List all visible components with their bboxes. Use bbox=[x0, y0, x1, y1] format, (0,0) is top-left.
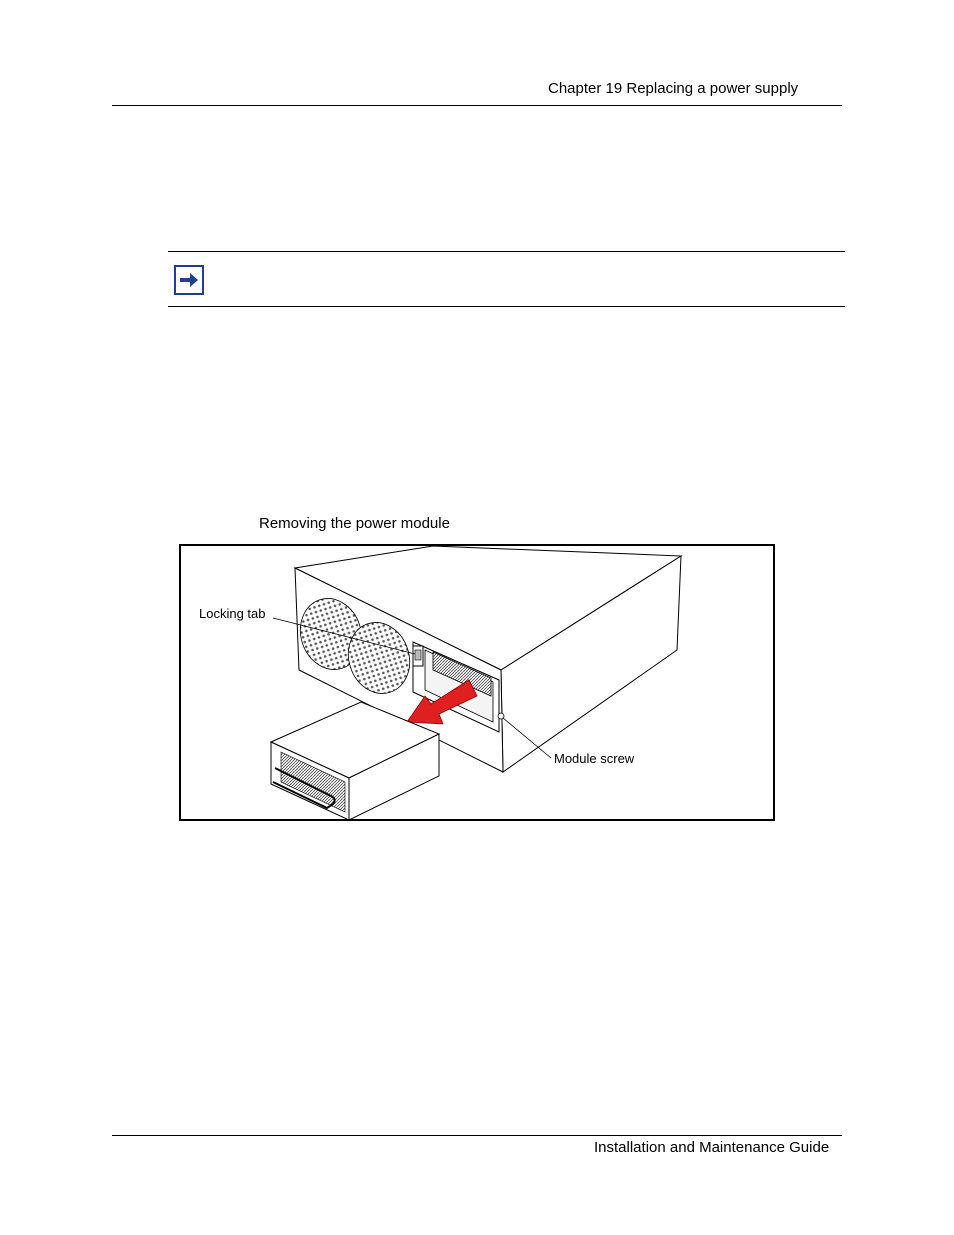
arrow-right-icon bbox=[174, 265, 204, 295]
callout-locking-tab: Locking tab bbox=[199, 606, 266, 621]
callout-module-screw: Module screw bbox=[554, 751, 635, 766]
running-footer: Installation and Maintenance Guide bbox=[594, 1139, 830, 1156]
figure-power-module-removal bbox=[179, 544, 775, 821]
running-header: Chapter 19 Replacing a power supply bbox=[548, 80, 799, 97]
figure-caption: Removing the power module bbox=[259, 515, 450, 532]
footer-rule bbox=[112, 1135, 842, 1136]
power-module-illustration bbox=[181, 546, 773, 819]
note-box bbox=[168, 251, 845, 307]
header-rule bbox=[112, 105, 842, 106]
